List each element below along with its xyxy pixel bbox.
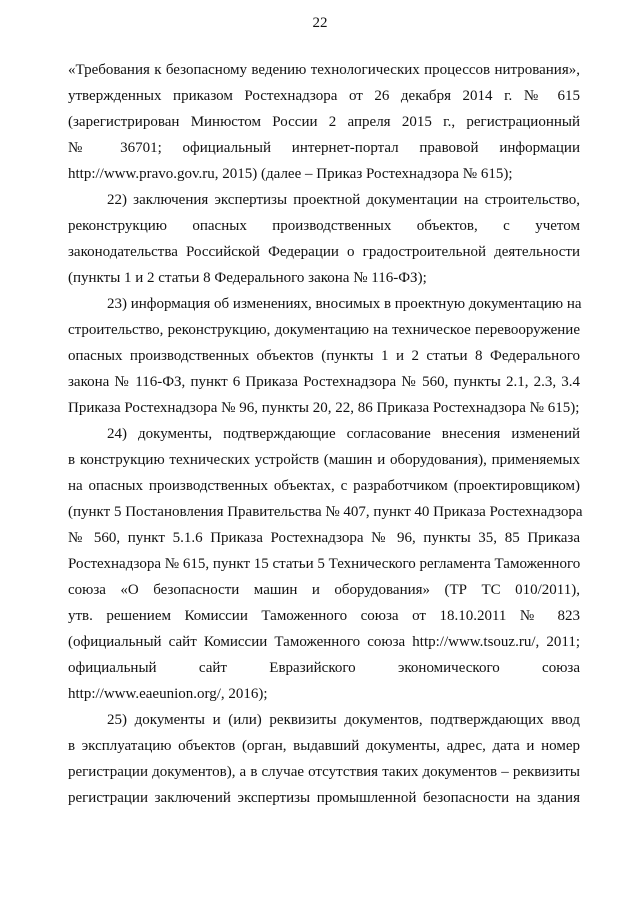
text-line: «Требования к безопасному ведению технологических процессов нитрования», bbox=[68, 62, 580, 78]
text-line: на опасных производственных объектах, с разработчиком (проектировщиком) bbox=[68, 478, 580, 494]
text-line: Приказа Ростехнадзора № 96, пункты 20, 22, 86 Приказа Ростехнадзора № 615); bbox=[68, 400, 580, 416]
text-line: законодательства Российской Федерации о градостроительной деятельности bbox=[68, 244, 580, 260]
text-line: официальный сайт Евразийского экономического союза bbox=[68, 660, 580, 676]
paragraph-22-first-line: 22) заключения экспертизы проектной документации на строительство, bbox=[107, 192, 580, 208]
text-line: (пункты 1 и 2 статьи 8 Федерального закона № 116-ФЗ); bbox=[68, 270, 427, 286]
text-line: Ростехнадзора № 615, пункт 15 статьи 5 Технического регламента Таможенного bbox=[68, 556, 581, 572]
text-line: союза «О безопасности машин и оборудования» (ТР ТС 010/2011), bbox=[68, 582, 580, 598]
text-line: опасных производственных объектов (пункты 1 и 2 статьи 8 Федерального bbox=[68, 348, 580, 364]
text-line: строительство, реконструкцию, документацию на техническое перевооружение bbox=[68, 322, 580, 338]
text-line: в эксплуатацию объектов (орган, выдавший документы, адрес, дата и номер bbox=[68, 738, 580, 754]
text-line: (зарегистрирован Минюстом России 2 апреля 2015 г., регистрационный bbox=[68, 114, 580, 130]
text-line: закона № 116-ФЗ, пункт 6 Приказа Ростехнадзора № 560, пункты 2.1, 2.3, 3.4 bbox=[68, 374, 580, 390]
text-line: (пункт 5 Постановления Правительства № 407, пункт 40 Приказа Ростехнадзора bbox=[68, 504, 583, 520]
text-line: в конструкцию технических устройств (машин и оборудования), применяемых bbox=[68, 452, 580, 468]
text-line: регистрации документов), а в случае отсутствия таких документов – реквизиты bbox=[68, 764, 580, 780]
text-line: регистрации заключений экспертизы промышленной безопасности на здания bbox=[68, 790, 580, 806]
paragraph-24-first-line: 24) документы, подтверждающие согласование внесения изменений bbox=[107, 426, 580, 442]
page-number: 22 bbox=[312, 15, 328, 31]
paragraph-23-first-line: 23) информация об изменениях, вносимых в проектную документацию на bbox=[107, 296, 582, 312]
text-line: http://www.eaeunion.org/, 2016); bbox=[68, 686, 268, 702]
text-line: утв. решением Комиссии Таможенного союза от 18.10.2011 № 823 bbox=[68, 608, 580, 624]
paragraph-25-first-line: 25) документы и (или) реквизиты документов, подтверждающих ввод bbox=[107, 712, 580, 728]
text-line: http://www.pravo.gov.ru, 2015) (далее – Приказ Ростехнадзора № 615); bbox=[68, 166, 513, 182]
text-line: реконструкцию опасных производственных объектов, с учетом bbox=[68, 218, 580, 234]
text-line: утвержденных приказом Ростехнадзора от 26 декабря 2014 г. № 615 bbox=[68, 88, 580, 104]
text-line: № 36701; официальный интернет-портал правовой информации bbox=[68, 140, 580, 156]
text-line: (официальный сайт Комиссии Таможенного союза http://www.tsouz.ru/, 2011; bbox=[68, 634, 580, 650]
text-line: № 560, пункт 5.1.6 Приказа Ростехнадзора № 96, пункты 35, 85 Приказа bbox=[68, 530, 580, 546]
